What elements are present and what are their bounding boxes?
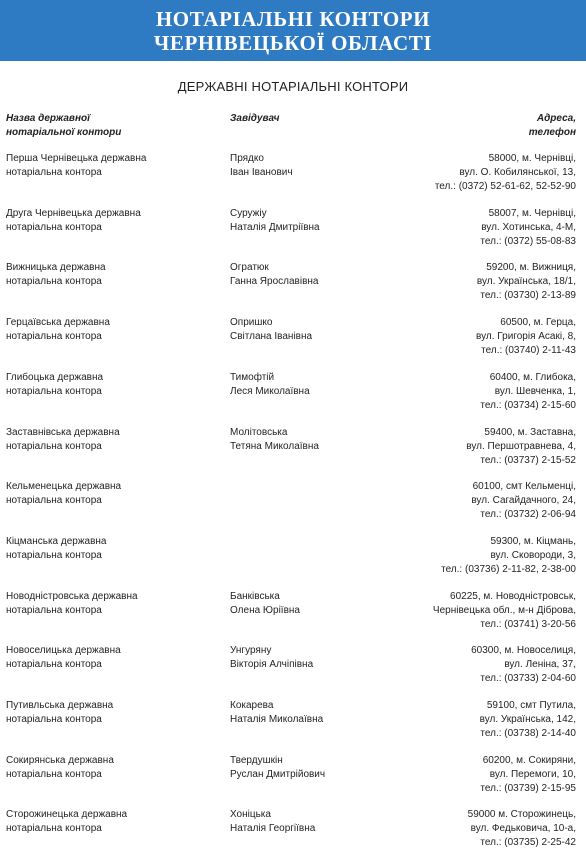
office-head-line: Наталія Миколаївна (230, 714, 324, 725)
office-head-line: Твердушкін (230, 754, 283, 766)
office-address (316, 808, 576, 850)
office-name-line: нотаріальна контора (6, 331, 102, 343)
office-address-line: вул. О. Кобилянської, 13, (459, 167, 576, 178)
office-name-line: нотаріальна контора (6, 167, 102, 178)
office-name (6, 152, 216, 180)
banner-title-line-2: ЧЕРНІВЕЦЬКОЇ ОБЛАСТІ (153, 30, 433, 55)
office-address-line: 59400, м. Заставна, (484, 426, 576, 438)
office-address (316, 316, 576, 358)
office-head-line: Тимофтій (230, 371, 275, 383)
office-address-line: 59300, м. Кіцмань, (490, 535, 576, 547)
office-head-line: Хоніцька (230, 809, 271, 821)
office-head-line: Світлана Іванівна (230, 331, 313, 343)
office-address-line: 60400, м. Глибока, (489, 371, 576, 383)
office-name-line: Новодністровська державна (6, 590, 138, 602)
office-address (316, 480, 576, 522)
office-name-line: Путивльська державна (6, 700, 114, 711)
office-address (316, 754, 576, 796)
office-address-line: Чернівецька обл., м-н Діброва, (432, 604, 576, 616)
office-address-line: 60200, м. Сокиряни, (482, 754, 576, 766)
office-address-line: тел.: (03734) 2-15-60 (480, 399, 576, 411)
office-address (316, 152, 576, 194)
office-head-line: Іван Іванович (230, 167, 293, 178)
office-name-line: Кельменецька державна (6, 481, 122, 493)
office-address-line: тел.: (03736) 2-11-82, 2-38-00 (441, 563, 576, 575)
office-name-line: нотаріальна контора (6, 495, 102, 507)
office-name-line: нотаріальна контора (6, 823, 102, 835)
office-head-line: Ганна Ярославівна (230, 276, 319, 288)
header-address-line: телефон (528, 127, 576, 138)
office-address-line: тел.: (03738) 2-14-40 (480, 728, 576, 739)
header-address (316, 112, 576, 140)
office-name (6, 535, 216, 563)
office-address-line: вул. Леніна, 37, (504, 659, 576, 671)
office-name (6, 207, 216, 235)
office-address-line: вул. Григорія Асакі, 8, (476, 331, 576, 343)
office-address-line: вул. Сагайдачного, 24, (471, 495, 576, 507)
office-address-line: 59200, м. Вижниця, (486, 262, 576, 274)
banner-title-line-1: НОТАРІАЛЬНІ КОНТОРИ (155, 6, 431, 31)
office-address-line: 60100, смт Кельменці, (472, 481, 576, 493)
office-address-line: тел.: (03741) 3-20-56 (480, 618, 576, 630)
office-head-line: Молітовська (230, 426, 288, 438)
office-address-line: тел.: (03739) 2-15-95 (480, 782, 576, 794)
office-name-line: нотаріальна контора (6, 768, 102, 780)
office-head-line: Тетяна Миколаївна (230, 440, 319, 452)
office-address (316, 535, 576, 577)
office-name-line: нотаріальна контора (6, 604, 102, 616)
header-name (6, 112, 216, 140)
office-address (316, 261, 576, 303)
office-head-line: Опришко (230, 317, 273, 329)
header-address-line: Адреса, (536, 113, 576, 124)
office-name (6, 371, 216, 399)
office-head-line: Огратюк (230, 262, 269, 274)
office-address-line: 60225, м. Новодністровськ, (450, 590, 576, 602)
office-address-line: вул. Шевченка, 1, (494, 385, 576, 397)
office-name (6, 426, 216, 454)
header-name-line: нотаріальної контори (6, 127, 122, 138)
office-head-line: Суружіу (230, 207, 267, 219)
section-title: ДЕРЖАВНІ НОТАРІАЛЬНІ КОНТОРИ (177, 79, 409, 94)
office-head-line: Унгуряну (230, 645, 272, 657)
title-banner (0, 0, 586, 61)
office-name-line: Сторожинецька державна (6, 809, 128, 821)
header-head-line: Завідувач (230, 113, 280, 124)
office-address-line: тел.: (0372) 55-08-83 (480, 235, 576, 247)
office-name-line: Перша Чернівецька державна (6, 153, 147, 164)
office-address-line: 58000, м. Чернівці, (488, 153, 576, 164)
office-head-line: Леся Миколаївна (230, 385, 310, 397)
office-name (6, 316, 216, 344)
office-address-line: тел.: (03735) 2-25-42 (480, 837, 576, 849)
office-name (6, 754, 216, 782)
office-name-line: нотаріальна контора (6, 221, 102, 233)
office-head-line: Наталія Дмитріївна (230, 221, 320, 233)
office-name-line: Герцаївська державна (6, 317, 110, 329)
office-name-line: нотаріальна контора (6, 385, 102, 397)
office-name (6, 644, 216, 672)
office-name-line: нотаріальна контора (6, 549, 102, 561)
office-address-line: вул. Українська, 142, (479, 714, 576, 725)
office-name-line: Друга Чернівецька державна (6, 207, 141, 219)
office-address-line: вул. Хотинська, 4-М, (481, 221, 576, 233)
office-name-line: Сокирянська державна (6, 754, 114, 766)
office-name (6, 699, 216, 727)
office-address-line: 58007, м. Чернівці, (488, 207, 576, 219)
office-head-line: Олена Юріївна (230, 604, 300, 616)
office-address (316, 590, 576, 632)
office-name (6, 480, 216, 508)
office-address-line: 60300, м. Новоселиця, (471, 645, 576, 657)
office-address (316, 644, 576, 686)
office-address (316, 371, 576, 413)
header-name-line: Назва державної (6, 113, 90, 124)
office-name-line: Новоселицька державна (6, 645, 121, 657)
office-head-line: Вікторія Алчіпівна (230, 659, 314, 671)
office-address-line: вул. Сковороди, 3, (490, 549, 576, 561)
office-head-line: Руслан Дмитрійович (230, 768, 326, 780)
office-address-line: тел.: (03732) 2-06-94 (480, 509, 576, 521)
office-name-line: Заставнівська державна (6, 426, 120, 438)
office-address (316, 699, 576, 741)
office-address-line: 59000 м. Сторожинець, (467, 809, 576, 821)
office-name-line: нотаріальна контора (6, 276, 102, 288)
office-head-line: Наталія Георгіївна (230, 823, 316, 835)
office-address-line: вул. Українська, 18/1, (476, 276, 576, 288)
office-address-line: тел.: (03740) 2-11-43 (481, 345, 576, 357)
office-address-line: вул. Перемоги, 10, (489, 768, 576, 780)
office-name-line: Глибоцька державна (6, 371, 104, 383)
office-address-line: 60500, м. Герца, (500, 317, 576, 329)
office-name-line: нотаріальна контора (6, 659, 102, 671)
office-address-line: 59100, смт Путила, (486, 700, 576, 711)
office-name-line: Кіцманська державна (6, 535, 107, 547)
office-name (6, 590, 216, 618)
office-name (6, 808, 216, 836)
office-address-line: тел.: (03737) 2-15-52 (480, 454, 576, 466)
office-address (316, 207, 576, 249)
office-name-line: Вижницька державна (6, 262, 106, 274)
office-name-line: нотаріальна контора (6, 714, 102, 725)
office-address-line: тел.: (03733) 2-04-60 (480, 673, 576, 685)
office-address-line: вул. Першотравнева, 4, (466, 440, 576, 452)
office-address-line: тел.: (03730) 2-13-89 (480, 290, 576, 302)
office-head-line: Прядко (230, 153, 264, 164)
office-head-line: Кокарева (230, 700, 274, 711)
office-head-line: Банківська (230, 590, 280, 602)
office-address-line: тел.: (0372) 52-61-62, 52-52-90 (434, 181, 576, 192)
office-name (6, 261, 216, 289)
office-name-line: нотаріальна контора (6, 440, 102, 452)
office-address-line: вул. Федьковича, 10-а, (470, 823, 576, 835)
office-address (316, 426, 576, 468)
